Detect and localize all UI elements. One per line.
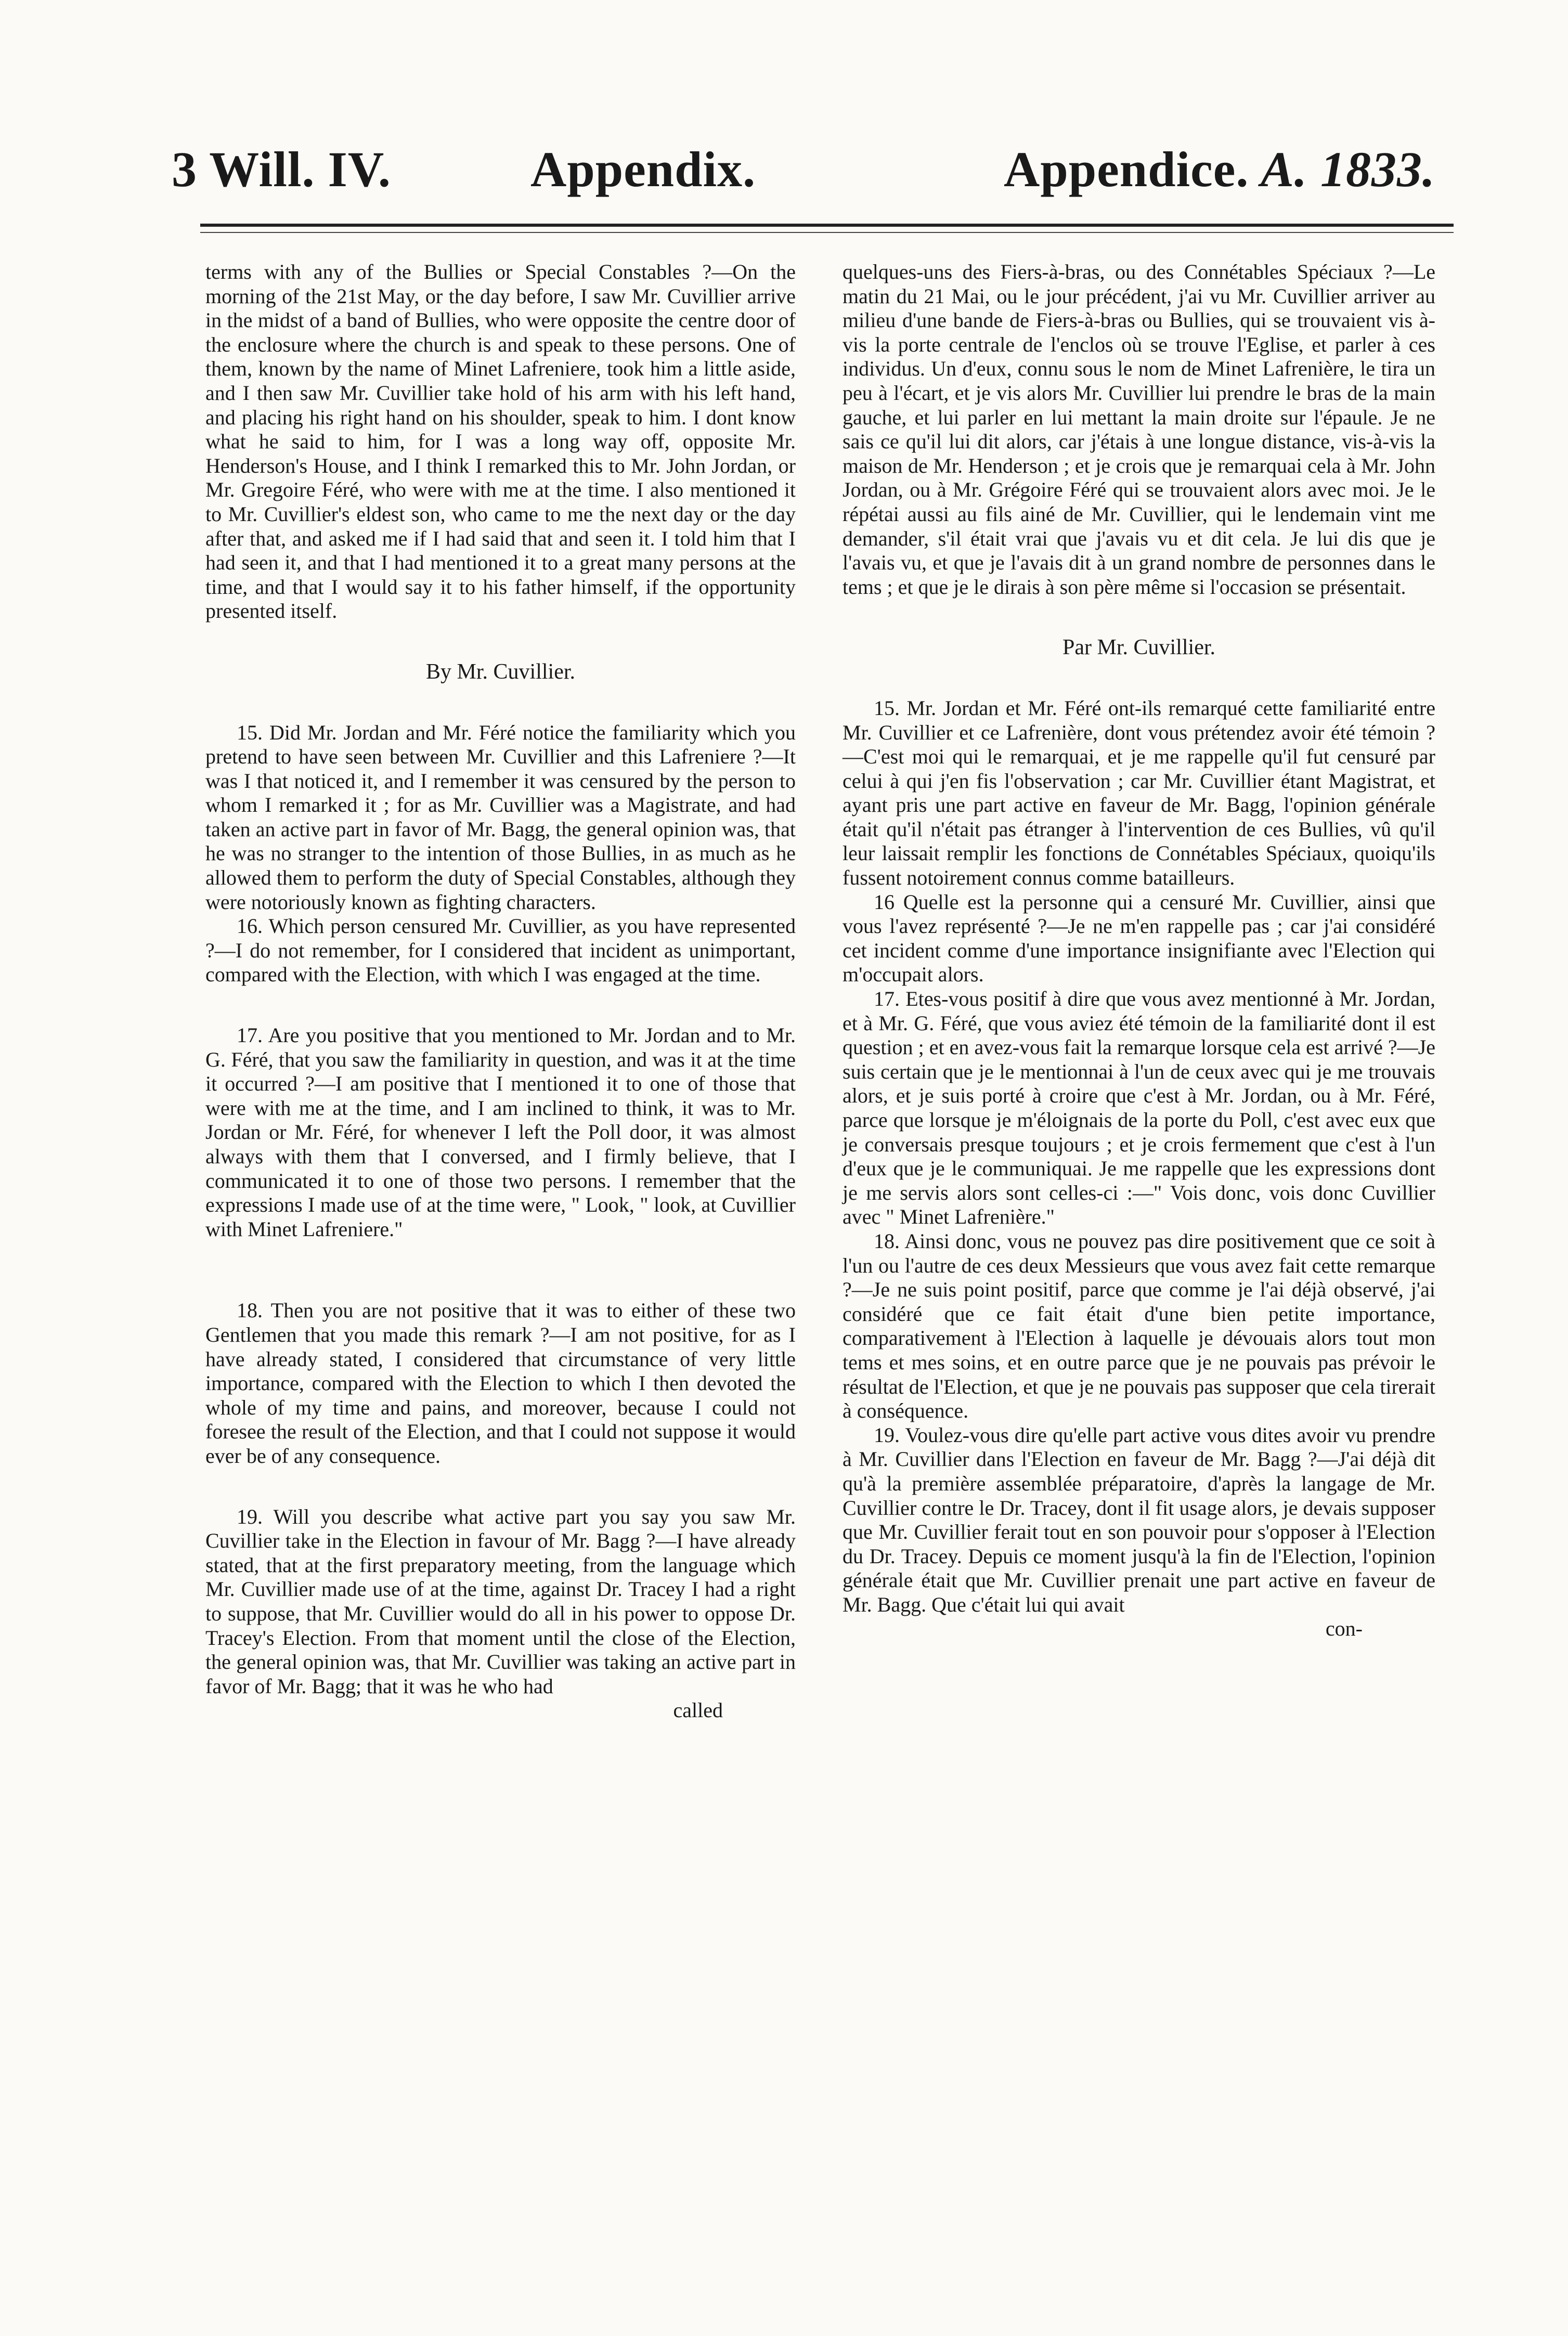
english-question-19: 19. Will you describe what active part you say you saw Mr. Cuvillier take in the Election in favour of Mr. Bagg ?—I have already stated, that at the first preparatory meeting, from the language which Mr. Cuvillier made use of at the time, against Dr. Tracey I had a right to suppose, that Mr. Cuvillier would do all in his power to oppose Dr. Tracey's Election. From that moment until the close of the Election, the general opinion was, that Mr. Cuvillier was taking an active part in favor of Mr. Bagg; that it was he who had	[205, 1504, 796, 1698]
header-year: A. 1833.	[1260, 141, 1435, 197]
header-rule-thin	[200, 232, 1454, 233]
french-question-16: 16 Quelle est la personne qui a censuré Mr. Cuvillier, ainsi que vous l'avez représenté ?—Je ne m'en rappelle pas ; car j'ai considéré cet incident comme d'une importance insignifiante avec l'Election qui m'occupait alors.	[843, 890, 1435, 987]
english-intro-paragraph: terms with any of the Bullies or Special Constables ?—On the morning of the 21st May, or the day before, I saw Mr. Cuvillier arrive in the midst of a band of Bullies, who were opposite the centre door of the enclosure where the church is and speak to these persons. One of them, known by the name of Minet Lafreniere, took him a little aside, and I then saw Mr. Cuvillier take hold of his arm with his left hand, and placing his right hand on his shoulder, speak to him. I dont know what he said to him, for I was a long way off, opposite Mr. Henderson's House, and I think I remarked this to Mr. John Jordan, or Mr. Gregoire Féré, who were with me at the time. I also mentioned it to Mr. Cuvillier's eldest son, who came to me the next day or the day after that, and asked me if I had said that and seen it. I told him that I had seen it, and that I had mentioned it to a great many persons at the time, and that I would say it to his father himself, if the opportunity presented itself.	[205, 260, 796, 623]
french-question-19: 19. Voulez-vous dire qu'elle part active vous dites avoir vu prendre à Mr. Cuvillier dans l'Election en faveur de Mr. Bagg ?—J'ai déjà dit qu'à la première assemblée préparatoire, d'après la langage de Mr. Cuvillier contre le Dr. Tracey, dont il fit usage alors, je devais supposer que Mr. Cuvillier ferait tout en son pouvoir pour s'opposer à l'Election du Dr. Tracey. Depuis ce moment jusqu'à la fin de l'Election, l'opinion générale était que Mr. Cuvillier prenait une part active en faveur de Mr. Bagg. Que c'était lui qui avait	[843, 1423, 1435, 1616]
french-intro-paragraph: quelques-uns des Fiers-à-bras, ou des Connétables Spéciaux ?—Le matin du 21 Mai, ou le jour précédent, j'ai vu Mr. Cuvillier arriver au milieu d'une bande de Fiers-à-bras ou Bullies, qui se trouvaient vis à-vis la porte centrale de l'enclos où se trouve l'Eglise, et parler à ces individus. Un d'eux, connu sous le nom de Minet Lafrenière, le tira un peu à l'écart, et je vis alors Mr. Cuvillier lui prendre le bras de la main gauche, et lui parler en lui mettant la main droite sur l'épaule. Je ne sais ce qu'il lui dit alors, car j'étais à une longue distance, vis-à-vis la maison de Mr. Henderson ; et je crois que je remarquai cela à Mr. John Jordan, ou à Mr. Grégoire Féré qui se trouvaient alors avec moi. Je le répétai aussi au fils ainé de Mr. Cuvillier, qui le lendemain vint me demander, s'il était vrai que j'avais vu et dit cela. Je lui dis que je l'avais vu, et que je l'avais dit à un grand nombre de personnes dans le tems ; et que je le dirais à son père même si l'occasion se présentait.	[843, 260, 1435, 599]
french-question-15: 15. Mr. Jordan et Mr. Féré ont-ils remarqué cette familiarité entre Mr. Cuvillier et ce Lafrenière, dont vous prétendez avoir été témoin ?—C'est moi qui le remarquai, et je me rappelle qu'il fut censuré par celui à qui j'en fis l'observation ; car Mr. Cuvillier étant Magistrat, et ayant pris une part active en faveur de Mr. Bagg, l'opinion générale était qu'il n'était pas étranger à l'intervention de ces Bullies, vû qu'il leur laissait remplir les fonctions de Connétables Spéciaux, quoiqu'ils fussent notoirement connus comme batailleurs.	[843, 696, 1435, 890]
french-byline: Par Mr. Cuvillier.	[1062, 635, 1215, 660]
english-question-16: 16. Which person censured Mr. Cuvillier, as you have represented ?—I do not remember, for I considered that incident as unimportant, compared with the Election, with which I was engaged at the time.	[205, 914, 796, 987]
header-appendix-fr: Appendice.	[1004, 141, 1249, 197]
english-question-17: 17. Are you positive that you mentioned to Mr. Jordan and to Mr. G. Féré, that you saw the familiarity in question, and was it at the time it occurred ?—I am positive that I mentioned it to one of those that were with me at the time, and I am inclined to think, it was to Mr. Jordan or Mr. Féré, for whenever I left the Poll door, it was almost always with them that I conversed, and I firmly believe, that I communicated it to one of those two persons. I remember that the expressions I made use of at the time were, " Look, " look, at Cuvillier with Minet Lafreniere."	[205, 1023, 796, 1241]
header-session: 3 Will. IV.	[172, 141, 391, 197]
english-question-15: 15. Did Mr. Jordan and Mr. Féré notice the familiarity which you pretend to have seen between Mr. Cuvillier and this Lafreniere ?—It was I that noticed it, and I remember it was censured by the person to whom I remarked it ; for as Mr. Cuvillier was a Magistrate, and had taken an active part in favor of Mr. Bagg, the general opinion was, that he was no stranger to the intention of those Bullies, in as much as he allowed them to perform the duty of Special Constables, although they were notoriously known as fighting characters.	[205, 720, 796, 914]
french-column	[843, 260, 1435, 1641]
french-question-18: 18. Ainsi donc, vous ne pouvez pas dire positivement que ce soit à l'un ou l'autre de ces deux Messieurs que vous avez fait cette remarque ?—Je ne suis point positif, parce que comme je l'ai déjà observé, j'ai considéré que ce fait était d'une bien petite importance, comparativement à l'Election à laquelle je dévouais alors tout mon tems et mes soins, et en outre parce que je ne pouvais pas prévoir le résultat de l'Election, et que je ne pouvais pas supposer que cela tirerait à conséquence.	[843, 1229, 1435, 1423]
running-header	[172, 140, 1435, 198]
header-rule-thick	[200, 224, 1454, 227]
french-question-17: 17. Etes-vous positif à dire que vous avez mentionné à Mr. Jordan, et à Mr. G. Féré, que vous aviez été témoin de la familiarité dont il est question ; et en avez-vous fait la remarque lorsque cela est arrivé ?—Je suis certain que je le mentionnai à l'un de ceux avec qui je me trouvais alors, et je suis porté à croire que c'est à Mr. Jordan, ou à Mr. Féré, parce que lorsque je m'éloignais de la porte du Poll, c'est avec eux que je conversais presque toujours ; et je crois fermement que c'est à l'un d'eux que je le communiquai. Je me rappelle que les expressions dont je me servis alors sont celles-ci :—" Vois donc, vois donc Cuvillier avec " Minet Lafrenière."	[843, 987, 1435, 1229]
english-byline: By Mr. Cuvillier.	[425, 659, 576, 684]
french-catchword: con-	[1325, 1617, 1363, 1641]
english-column	[205, 260, 796, 1723]
english-question-18: 18. Then you are not positive that it was to either of these two Gentlemen that you made this remark ?—I am not positive, for as I have already stated, I considered that circumstance of very little importance, compared with the Election to which I then devoted the whole of my time and pains, and moreover, because I could not foresee the result of the Election, and that I could not suppose it would ever be of any consequence.	[205, 1299, 796, 1468]
header-appendix-en: Appendix.	[530, 141, 756, 197]
english-catchword: called	[673, 1698, 723, 1722]
